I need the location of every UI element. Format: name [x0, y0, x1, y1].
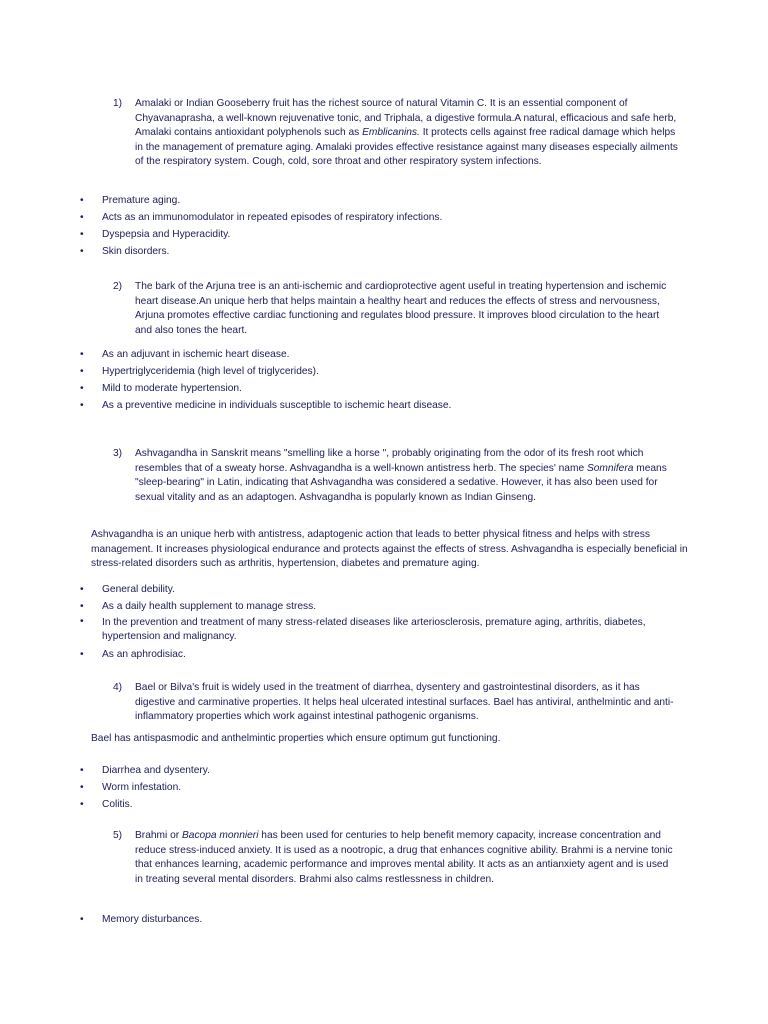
bullet-icon: •	[80, 349, 84, 360]
list-item: • Colitis.	[80, 796, 680, 813]
list-item: • Dyspepsia and Hyperacidity.	[80, 226, 680, 243]
list-item: • In the prevention and treatment of many stress-related diseases like arteriosclerosis, premature aging, arthritis, diabetes, hypertension and malignancy.	[80, 616, 646, 642]
item-number: 3)	[113, 448, 123, 459]
bullet-list-brahmi	[80, 911, 680, 928]
list-item: • As a preventive medicine in individuals susceptible to ischemic heart disease.	[80, 397, 680, 414]
bullet-list-amalaki	[80, 192, 680, 260]
list-item: • Acts as an immunomodulator in repeated episodes of respiratory infections.	[80, 209, 680, 226]
bullet-icon: •	[80, 601, 84, 612]
bullet-icon: •	[80, 212, 84, 223]
bullet-list-bael	[80, 762, 680, 813]
list-item: • As an aphrodisiac.	[80, 646, 680, 663]
item-text: Brahmi or Bacopa monnieri has been used for centuries to help benefit memory capacity, increase concentration and reduce stress-induced anxiety. It is used as a nootropic, a drug that enhances cognitive ability. Brahmi is a nervine tonic that enhances learning, academic performance and improves mental ability. It acts as an antianxiety agent and is used in treating several mental disorders. Brahmi also calms restlessness in children.	[135, 830, 673, 885]
bullet-icon: •	[80, 616, 84, 627]
bullet-icon: •	[80, 782, 84, 793]
item-text: The bark of the Arjuna tree is an anti-ischemic and cardioprotective agent useful in treating hypertension and ischemic heart disease.An unique herb that helps maintain a healthy heart and reduces the effects of stress and nervousness, Arjuna promotes effective cardiac functioning and regulates blood pressure. It improves blood circulation to the heart and also tones the heart.	[135, 281, 667, 336]
bullet-icon: •	[80, 383, 84, 394]
item-number: 2)	[113, 281, 123, 292]
list-item: • Diarrhea and dysentery.	[80, 762, 680, 779]
bullet-list-ashvagandha	[80, 581, 680, 663]
bullet-icon: •	[80, 229, 84, 240]
list-item: • Skin disorders.	[80, 243, 680, 260]
bullet-icon: •	[80, 366, 84, 377]
list-item: • General debility.	[80, 581, 680, 598]
bullet-icon: •	[80, 584, 84, 595]
bullet-icon: •	[80, 799, 84, 810]
list-item: • Premature aging.	[80, 192, 680, 209]
bullet-icon: •	[80, 400, 84, 411]
bullet-icon: •	[80, 246, 84, 257]
bullet-icon: •	[80, 765, 84, 776]
list-item: • Memory disturbances.	[80, 911, 680, 928]
item-text: Amalaki or Indian Gooseberry fruit has the richest source of natural Vitamin C. It is an essential component of Chyavanaprasha, a well-known rejuvenative tonic, and Triphala, a digestive formula.A natural, efficacious and safe herb, Amalaki contains antioxidant polyphenols such as Emblicanins. It protects cells against free radical damage which helps in the management of premature aging. Amalaki provides effective resistance against many diseases especially ailments of the respiratory system. Cough, cold, sore throat and other respiratory system infections.	[135, 98, 678, 168]
item-number: 1)	[113, 98, 123, 109]
list-item: • Mild to moderate hypertension.	[80, 380, 680, 397]
paragraph-bael: Bael has antispasmodic and anthelmintic properties which ensure optimum gut functioning.	[91, 733, 501, 744]
bullet-icon: •	[80, 195, 84, 206]
paragraph-ashvagandha: Ashvagandha is an unique herb with antistress, adaptogenic action that leads to better physical fitness and helps with stress management. It increases physiological endurance and protects against the effects of stress. Ashvagandha is especially beneficial in stress-related disorders such as arthritis, hypertension, diabetes and premature aging.	[91, 529, 688, 570]
list-item: • As a daily health supplement to manage stress.	[80, 598, 680, 615]
list-item: • Worm infestation.	[80, 779, 680, 796]
item-number: 5)	[113, 830, 123, 841]
item-number: 4)	[113, 682, 123, 693]
bullet-list-arjuna	[80, 346, 680, 414]
item-text: Bael or Bilva's fruit is widely used in the treatment of diarrhea, dysentery and gastrointestinal disorders, as it has digestive and carminative properties. It helps heal ulcerated intestinal surfaces. Bael has antiviral, anthelmintic and anti-inflammatory properties which work against intestinal pathogenic organisms.	[135, 682, 674, 723]
item-text: Ashvagandha in Sanskrit means "smelling like a horse ", probably originating from the odor of its fresh root which resembles that of a sweaty horse. Ashvagandha is a well-known antistress herb. The species' name Somnifera means "sleep-bearing" in Latin, indicating that Ashvagandha was considered a sedative. However, it has also been used for sexual vitality and as an adaptogen. Ashvagandha is popularly known as Indian Ginseng.	[135, 448, 667, 503]
list-item: • Hypertriglyceridemia (high level of triglycerides).	[80, 363, 680, 380]
bullet-icon: •	[80, 649, 84, 660]
bullet-icon: •	[80, 914, 84, 925]
list-item: • As an adjuvant in ischemic heart disease.	[80, 346, 680, 363]
